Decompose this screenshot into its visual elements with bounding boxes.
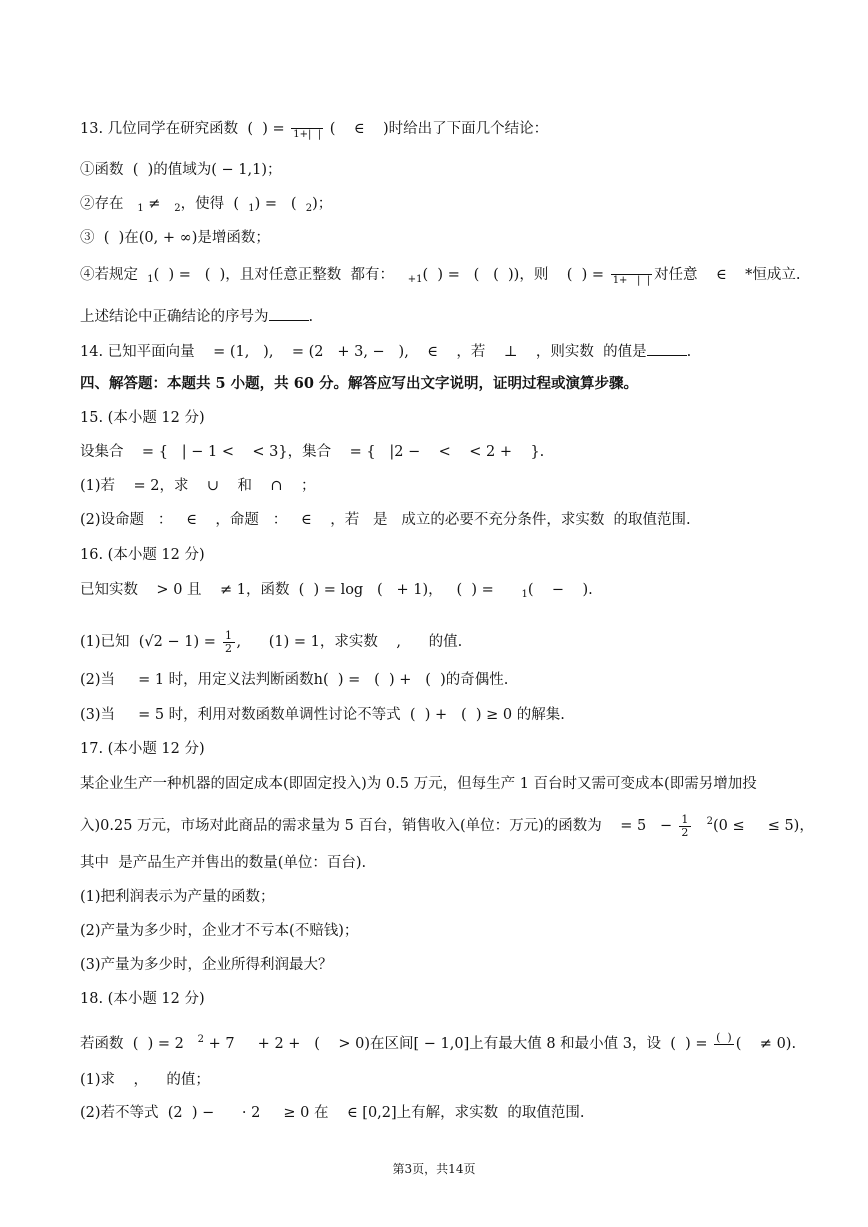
q13-conclusion-2: ②存在 $_1$ ≠ $_2$，使得 ( $_1$) = ( $_2$)；	[80, 196, 333, 214]
q13-answer-line: 上述结论中正确结论的序号为 .	[80, 306, 313, 327]
q15-title: 15. (本小题 12 分)	[80, 410, 205, 426]
q17-line-4: (1)把利润表示为产量的函数；	[80, 889, 275, 905]
page-number: 第3页，共14页	[392, 1162, 476, 1176]
q13-stem: 13. 几位同学在研究函数 ( ) = 1+| | ( ∈ )时给出了下面几个结论：	[80, 118, 548, 140]
q18-line-1: 若函数 ( ) = 2 $^2$ + 7 + 2 + ( > 0)在区间[ − 1,0]上有最大值 8 和最小值 3，设 ( ) = ( ) ( ≠ 0).	[80, 1030, 796, 1056]
q18-line-3: (2)若不等式 (2 ) − · 2 ≥ 0 在 ∈ [0,2]上有解，求实数 的取值范围.	[80, 1105, 585, 1121]
q17-line-3: 其中 是产品生产并售出的数量(单位：百台).	[80, 855, 367, 871]
answer-blank	[647, 341, 687, 356]
q17-line-6: (3)产量为多少时，企业所得利润最大？	[80, 957, 333, 973]
q13-conclusion-3: ③ ( )在(0, + ∞)是增函数；	[80, 230, 270, 246]
fraction: 1+| |	[291, 118, 323, 140]
fraction: ( )	[716, 1031, 732, 1044]
fraction: $\frac{1}{2}$	[223, 630, 235, 654]
q18-line-2: (1)求 ， 的值；	[80, 1072, 210, 1088]
q18-title: 18. (本小题 12 分)	[80, 991, 205, 1007]
q15-line-3: (2)设命题 ： ∈ ，命题 ： ∈ ，若 是 成立的必要不充分条件，求实数 的取值范围.	[80, 512, 691, 528]
q16-line-1: 已知实数 > 0 且 ≠ 1，函数 ( ) = log ( + 1)， ( ) = $_1$( − ).	[80, 582, 593, 600]
q16-line-4: (3)当 = 5 时，利用对数函数单调性讨论不等式 ( ) + ( ) ≥ 0 的解集.	[80, 707, 565, 723]
q15-line-1: 设集合 = { | − 1 < < 3}，集合 = { |2 − < < 2 + }.	[80, 444, 545, 460]
q14: 14. 已知平面向量 = (1, ), = (2 + 3, − ), ∈ ，若 ⊥ ，则实数 的值是 .	[80, 341, 691, 362]
q16-title: 16. (本小题 12 分)	[80, 547, 205, 563]
fraction: 1+ | |	[611, 264, 652, 286]
q13-conclusion-4: ④若规定 $_1$( ) = ( )，且对任意正整数 都有： $_{+1}$( ) = ( ( ))，则 ( ) = 1+ | | 对任意 ∈ *恒成立.	[80, 264, 801, 290]
q13-conclusion-1: ①函数 ( )的值域为( − 1,1)；	[80, 162, 282, 178]
q16-line-3: (2)当 = 1 时，用定义法判断函数h( ) = ( ) + ( )的奇偶性.	[80, 672, 509, 688]
section-heading: 四、解答题：本题共 5 小题，共 60 分。解答应写出文字说明，证明过程或演算步骤。	[80, 375, 638, 392]
q17-line-2: 入)0.25 万元，市场对此商品的需求量为 5 百台，销售收入(单位：万元)的函数为 = 5 − $\frac{1}{2}$ $^2$(0 ≤ ≤ 5)，	[80, 813, 814, 839]
answer-blank	[269, 306, 309, 321]
q16-line-2: (1)已知 (√2 − 1) = $\frac{1}{2}$ , (1) = 1，求实数 , 的值.	[80, 629, 463, 655]
fraction: $\frac{1}{2}$	[679, 814, 691, 838]
q17-title: 17. (本小题 12 分)	[80, 741, 205, 757]
q15-line-2: (1)若 = 2，求 ∪ 和 ∩ ；	[80, 478, 316, 494]
q17-line-1: 某企业生产一种机器的固定成本(即固定投入)为 0.5 万元，但每生产 1 百台时又需可变成本(即需另增加投	[80, 776, 757, 792]
q17-line-5: (2)产量为多少时，企业才不亏本(不赔钱)；	[80, 923, 359, 939]
